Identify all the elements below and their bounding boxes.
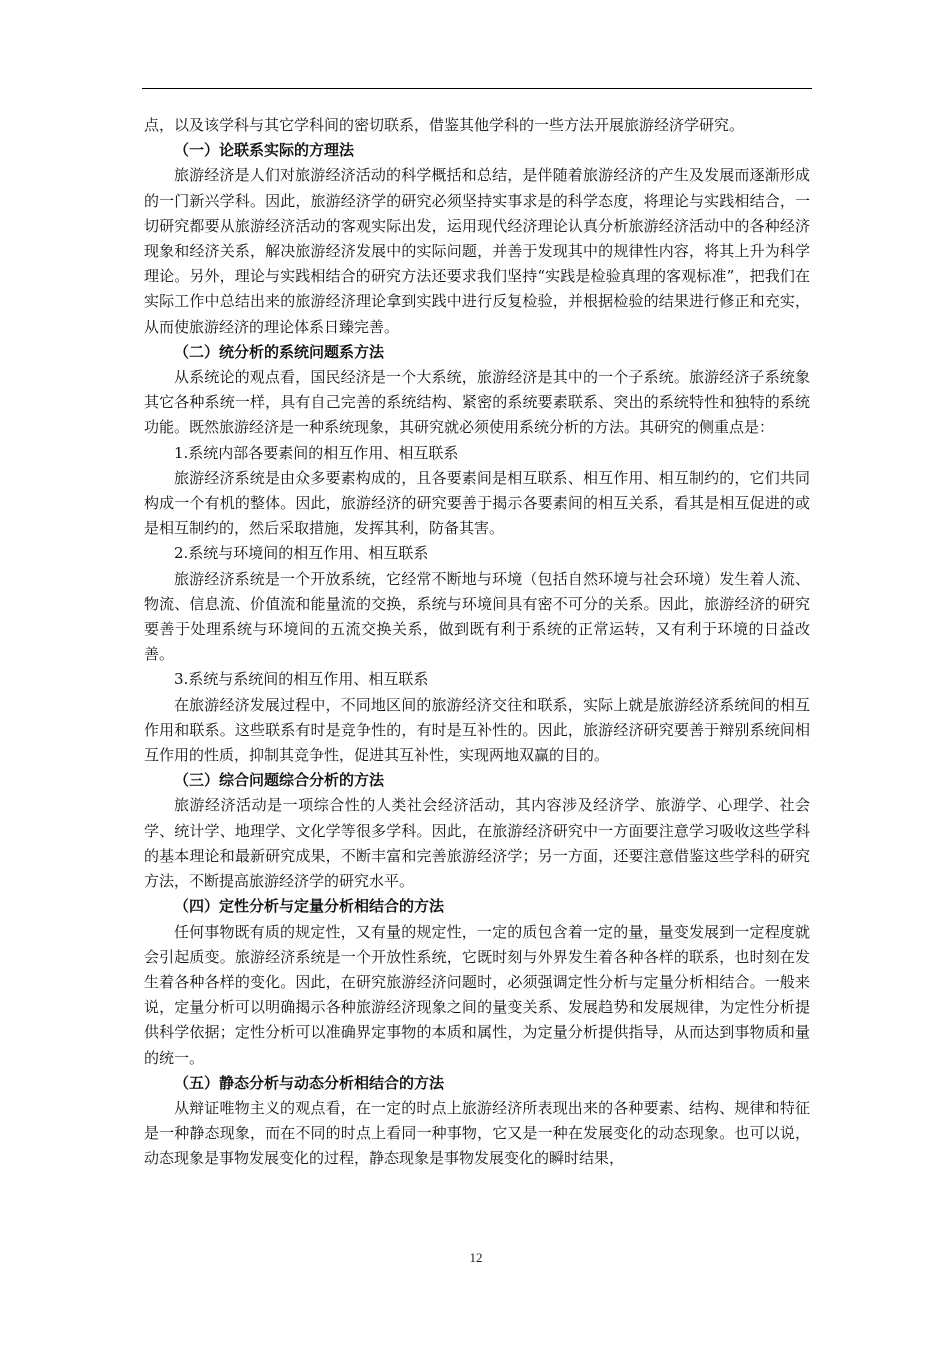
- section-heading-5: （五）静态分析与动态分析相结合的方法: [174, 1073, 445, 1092]
- paragraph: 在旅游经济发展过程中，不同地区间的旅游经济交往和联系，实际上就是旅游经济系统间的相互作用和联系。这些联系有时是竞争性的，有时是互补性的。因此，旅游经济研究要善于辩别系统间相互作用的性质，抑制其竞争性，促进其互补性，实现两地双赢的目的。: [144, 695, 810, 765]
- subheading-3: 3.系统与系统间的相互作用、相互联系: [174, 670, 429, 689]
- paragraph: 从系统论的观点看，国民经济是一个大系统，旅游经济是其中的一个子系统。旅游经济子系统象其它各种系统一样，具有自己完善的系统结构、紧密的系统要素联系、突出的系统特性和独特的系统功能。既然旅游经济是一种系统现象，其研究就必须使用系统分析的方法。其研究的侧重点是：: [144, 368, 810, 437]
- section-heading-4: （四）定性分析与定量分析相结合的方法: [174, 897, 445, 916]
- paragraph: 任何事物既有质的规定性，又有量的规定性，一定的质包含着一定的量，量变发展到一定程度就会引起质变。旅游经济系统是一个开放性系统，它既时刻与外界发生着各种各样的联系，也时刻在发生着各种各样的变化。因此，在研究旅游经济问题时，必须强调定性分析与定量分析相结合。一般来说，定量分析可以明确揭示各种旅游经济现象之间的量变关系、发展趋势和发展规律，为定性分析提供科学依据；定性分析可以准确界定事物的本质和属性，为定量分析提供指导，从而达到事物质和量的统一。: [144, 922, 810, 1067]
- section-heading-3: （三）综合问题综合分析的方法: [174, 771, 385, 790]
- page-number: 12: [469, 1250, 483, 1265]
- header-rule: [142, 88, 812, 89]
- paragraph: 从辩证唯物主义的观点看，在一定的时点上旅游经济所表现出来的各种要素、结构、规律和特征是一种静态现象，而在不同的时点上看同一种事物，它又是一种在发展变化的动态现象。也可以说，动态现象是事物发展变化的过程，静态现象是事物发展变化的瞬时结果，: [144, 1098, 810, 1168]
- paragraph: 旅游经济活动是一项综合性的人类社会经济活动，其内容涉及经济学、旅游学、心理学、社会学、统计学、地理学、文化学等很多学科。因此，在旅游经济研究中一方面要注意学习吸收这些学科的基本理论和最新研究成果，不断丰富和完善旅游经济学；另一方面，还要注意借鉴这些学科的研究方法，不断提高旅游经济学的研究水平。: [144, 796, 810, 891]
- paragraph-continued: 点，以及该学科与其它学科间的密切联系，借鉴其他学科的一些方法开展旅游经济学研究。: [144, 116, 745, 134]
- paragraph: 旅游经济系统是一个开放系统，它经常不断地与环境（包括自然环境与社会环境）发生着人流、物流、信息流、价值流和能量流的交换，系统与环境间具有密不可分的关系。因此，旅游经济的研究要善于处理系统与环境间的五流交换关系，做到既有利于系统的正常运转，又有利于环境的日益改善。: [144, 569, 810, 664]
- section-heading-2: （二）统分析的系统问题系方法: [174, 342, 385, 361]
- subheading-1: 1.系统内部各要素间的相互作用、相互联系: [174, 443, 459, 462]
- subheading-2: 2.系统与环境间的相互作用、相互联系: [174, 544, 429, 563]
- paragraph: 旅游经济是人们对旅游经济活动的科学概括和总结，是伴随着旅游经济的产生及发展而逐渐形成的一门新兴学科。因此，旅游经济学的研究必须坚持实事求是的科学态度，将理论与实践相结合，一切研究都要从旅游经济活动的客观实际出发，运用现代经济理论认真分析旅游经济活动中的各种经济现象和经济关系，解决旅游经济发展中的实际问题，并善于发现其中的规律性内容，将其上升为科学理论。另外，理论与实践相结合的研究方法还要求我们坚持“实践是检验真理的客观标准”，把我们在实际工作中总结出来的旅游经济理论拿到实践中进行反复检验，并根据检验的结果进行修正和充实，从而使旅游经济的理论体系日臻完善。: [144, 166, 810, 336]
- paragraph: 旅游经济系统是由众多要素构成的，且各要素间是相互联系、相互作用、相互制约的，它们共同构成一个有机的整体。因此，旅游经济的研究要善于揭示各要素间的相互关系，看其是相互促进的或是相互制约的，然后采取措施，发挥其利，防备其害。: [144, 468, 810, 538]
- document-body: [144, 113, 810, 1172]
- section-heading-1: （一）论联系实际的方理法: [174, 141, 355, 160]
